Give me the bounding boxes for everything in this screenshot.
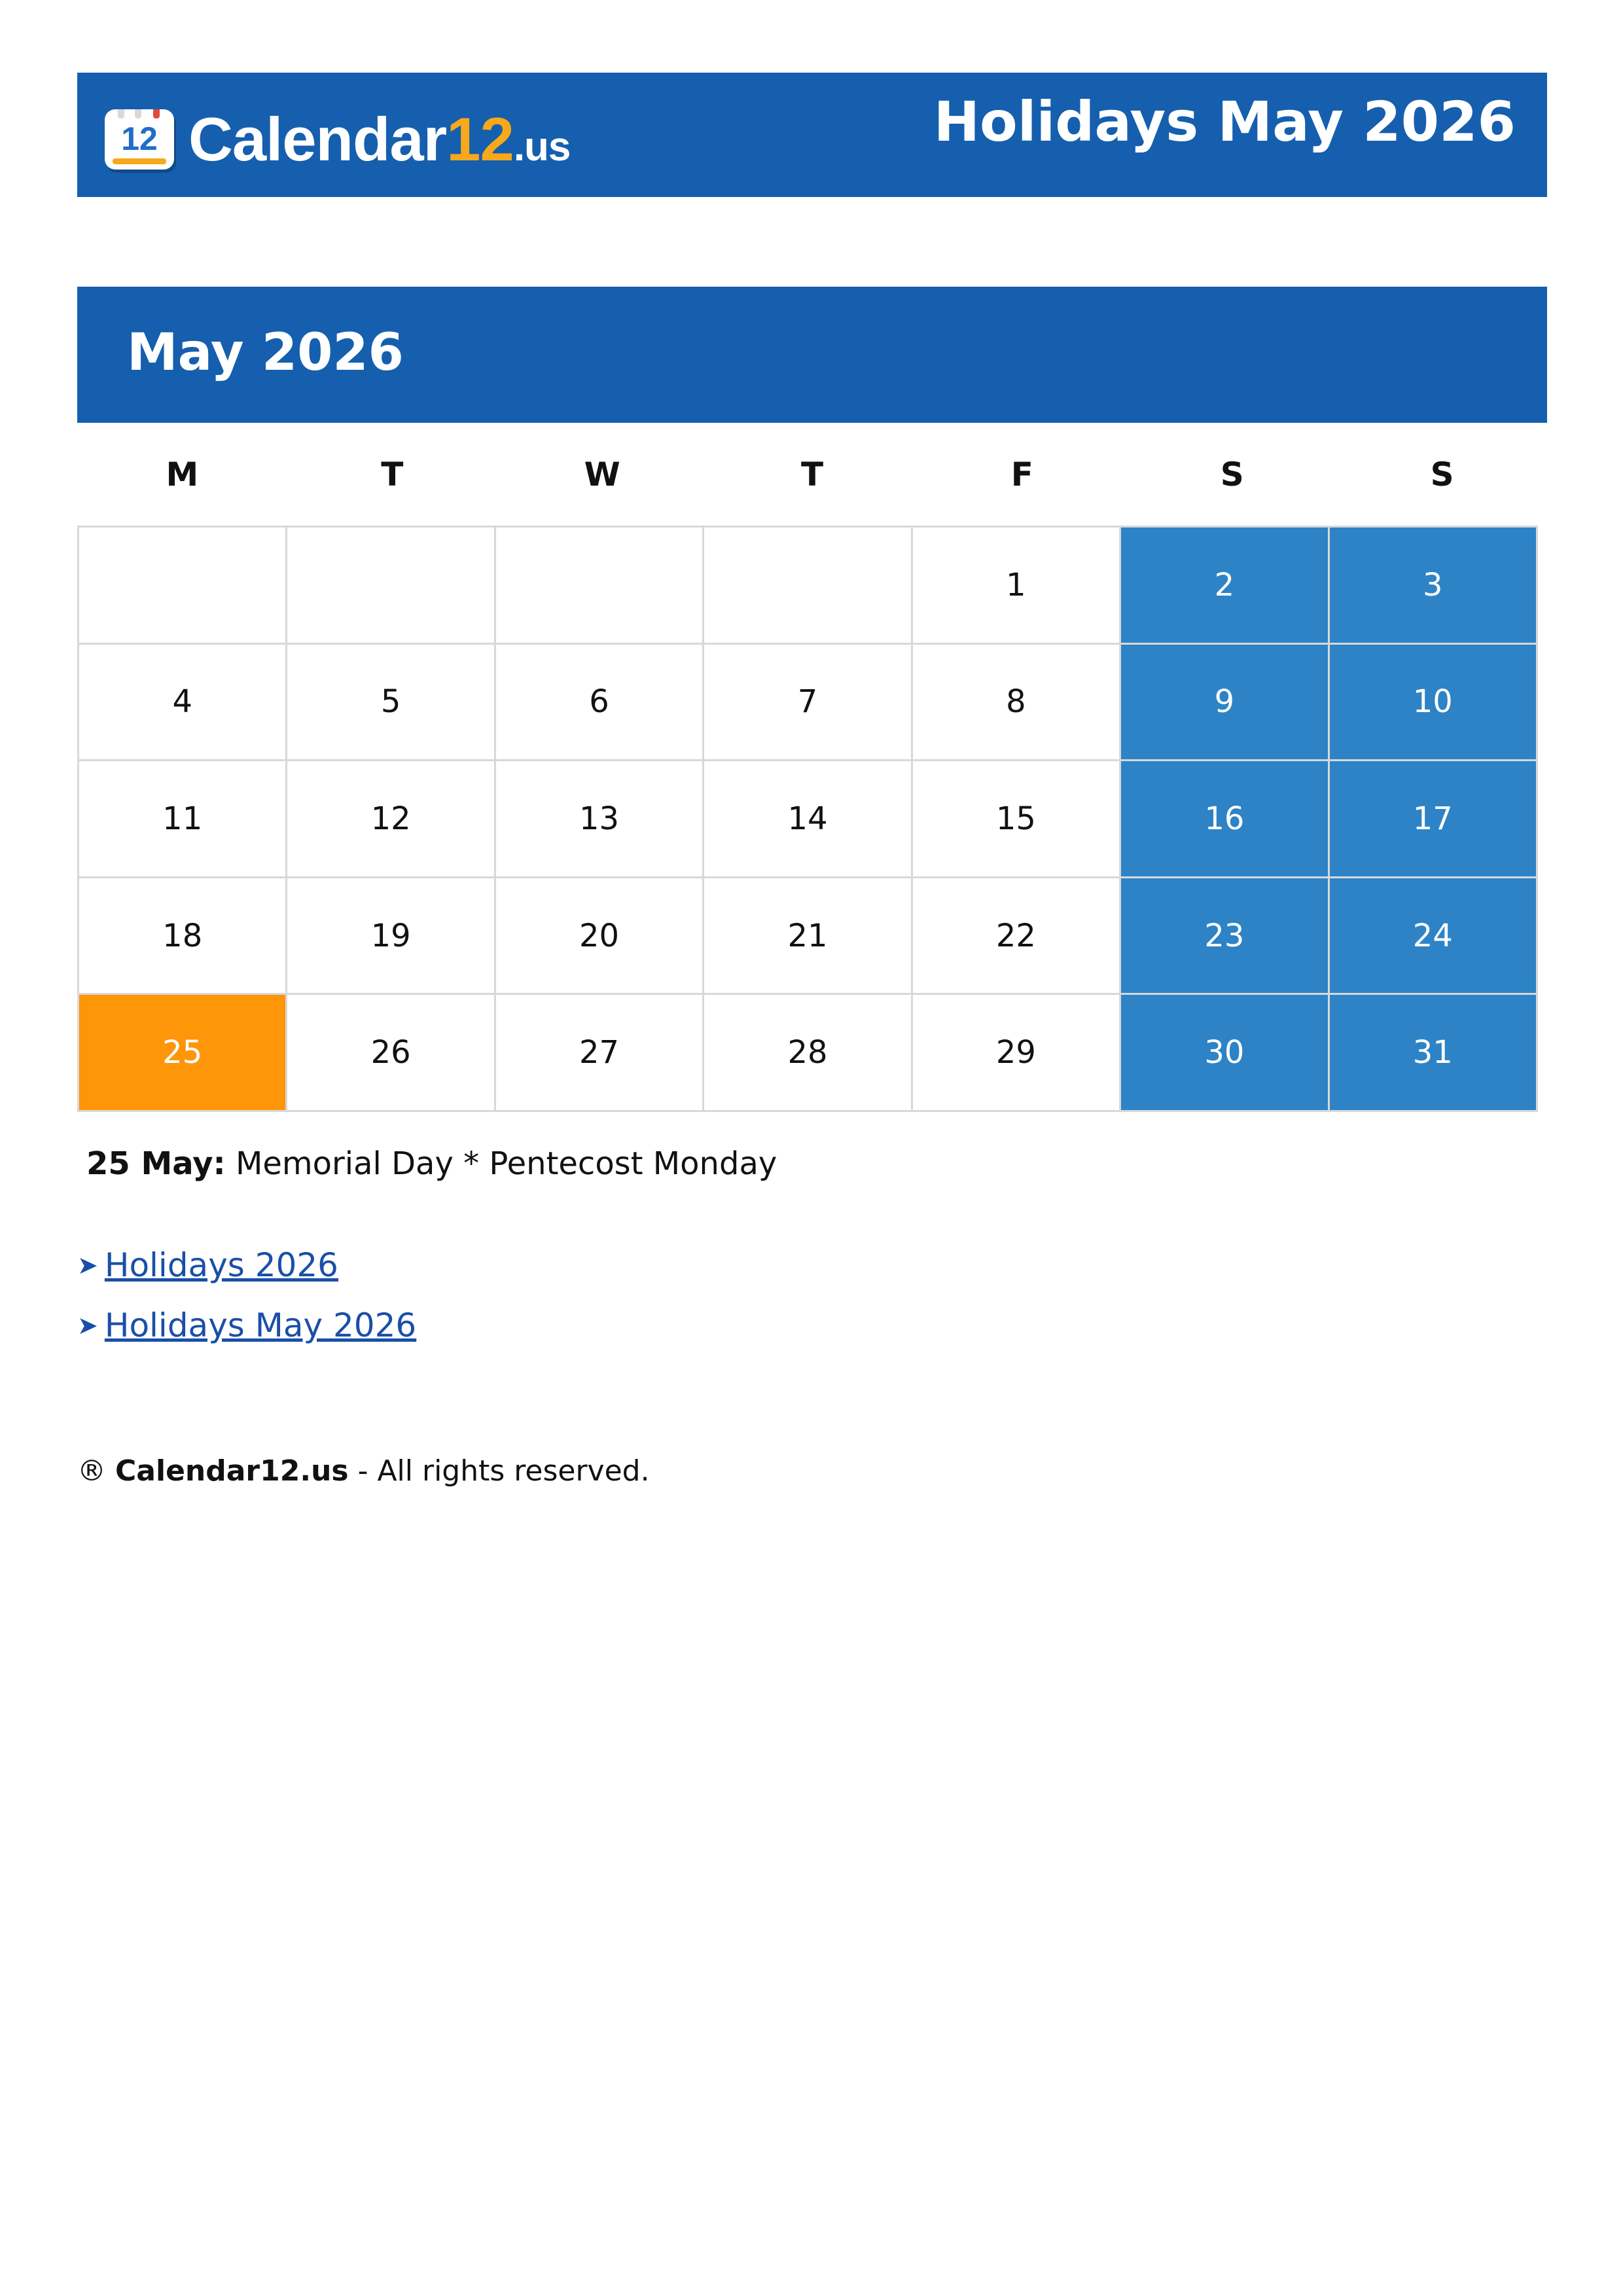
logo-wordmark — [188, 105, 571, 173]
day-cell: 6 — [496, 645, 704, 762]
calendar-ring — [135, 109, 141, 118]
calendar-ring — [153, 109, 160, 118]
day-cell: 26 — [287, 995, 495, 1112]
day-cell: 1 — [913, 528, 1121, 645]
weekday-thursday: T — [800, 456, 824, 493]
month-title: May 2026 — [127, 323, 404, 382]
calendar-icon-number: 12 — [121, 120, 158, 157]
day-cell-holiday: 25 — [79, 995, 287, 1112]
logo-brand-main: Calendar — [188, 105, 447, 173]
day-cell: 7 — [704, 645, 912, 762]
link-holidays-2026[interactable]: Holidays 2026 — [104, 1246, 338, 1284]
arrow-right-icon: ➤ — [77, 1251, 98, 1280]
site-header — [77, 73, 1547, 197]
day-cell: 12 — [287, 761, 495, 878]
day-cell: 14 — [704, 761, 912, 878]
link-row — [77, 1246, 416, 1306]
day-cell: 19 — [287, 878, 495, 996]
footer-brand: Calendar12.us — [115, 1454, 349, 1488]
day-cell: 21 — [704, 878, 912, 996]
day-cell: 11 — [79, 761, 287, 878]
day-cell-weekend: 3 — [1330, 528, 1538, 645]
day-cell-weekend: 2 — [1121, 528, 1329, 645]
weekday-friday: F — [1010, 456, 1033, 493]
footer-text: - All rights reserved. — [357, 1454, 650, 1488]
footer — [77, 1454, 650, 1488]
weekday-tuesday: T — [381, 456, 404, 493]
day-cell: 28 — [704, 995, 912, 1112]
day-cell-weekend: 24 — [1330, 878, 1538, 996]
day-cell: 8 — [913, 645, 1121, 762]
site-logo[interactable] — [105, 107, 570, 172]
day-cell: 20 — [496, 878, 704, 996]
weekday-wednesday: W — [584, 456, 620, 493]
calendar-ring — [118, 109, 124, 118]
month-header — [77, 287, 1547, 423]
day-cell: 13 — [496, 761, 704, 878]
holiday-date-label: 25 May: — [86, 1145, 226, 1182]
day-cell: 22 — [913, 878, 1121, 996]
weekday-saturday: S — [1220, 456, 1244, 493]
day-cell-weekend: 30 — [1121, 995, 1329, 1112]
holiday-note — [86, 1145, 777, 1182]
day-cell-weekend: 31 — [1330, 995, 1538, 1112]
day-cell-empty — [79, 528, 287, 645]
day-cell: 18 — [79, 878, 287, 996]
day-cell: 4 — [79, 645, 287, 762]
day-cell-weekend: 9 — [1121, 645, 1329, 762]
calendar-icon-bar — [113, 158, 166, 164]
day-cell-empty — [496, 528, 704, 645]
day-cell: 15 — [913, 761, 1121, 878]
link-row — [77, 1306, 416, 1366]
day-cell: 5 — [287, 645, 495, 762]
day-cell-empty — [287, 528, 495, 645]
related-links — [77, 1246, 416, 1366]
day-cell: 29 — [913, 995, 1121, 1112]
weekday-header-row — [77, 452, 1547, 497]
day-cell-weekend: 17 — [1330, 761, 1538, 878]
arrow-right-icon: ➤ — [77, 1311, 98, 1340]
logo-brand-accent: 12 — [446, 105, 514, 173]
day-cell-empty — [704, 528, 912, 645]
link-holidays-may-2026[interactable]: Holidays May 2026 — [104, 1306, 417, 1344]
logo-brand-tld: .us — [513, 124, 571, 170]
day-cell-weekend: 16 — [1121, 761, 1329, 878]
day-cell: 27 — [496, 995, 704, 1112]
weekday-monday: M — [166, 456, 199, 493]
calendar-icon — [105, 109, 174, 170]
weekday-sunday: S — [1430, 456, 1454, 493]
calendar-grid — [77, 526, 1538, 1112]
holiday-description: Memorial Day * Pentecost Monday — [235, 1145, 777, 1182]
page-title: Holidays May 2026 — [933, 90, 1516, 154]
registered-icon: ® — [77, 1454, 106, 1488]
day-cell-weekend: 23 — [1121, 878, 1329, 996]
day-cell-weekend: 10 — [1330, 645, 1538, 762]
